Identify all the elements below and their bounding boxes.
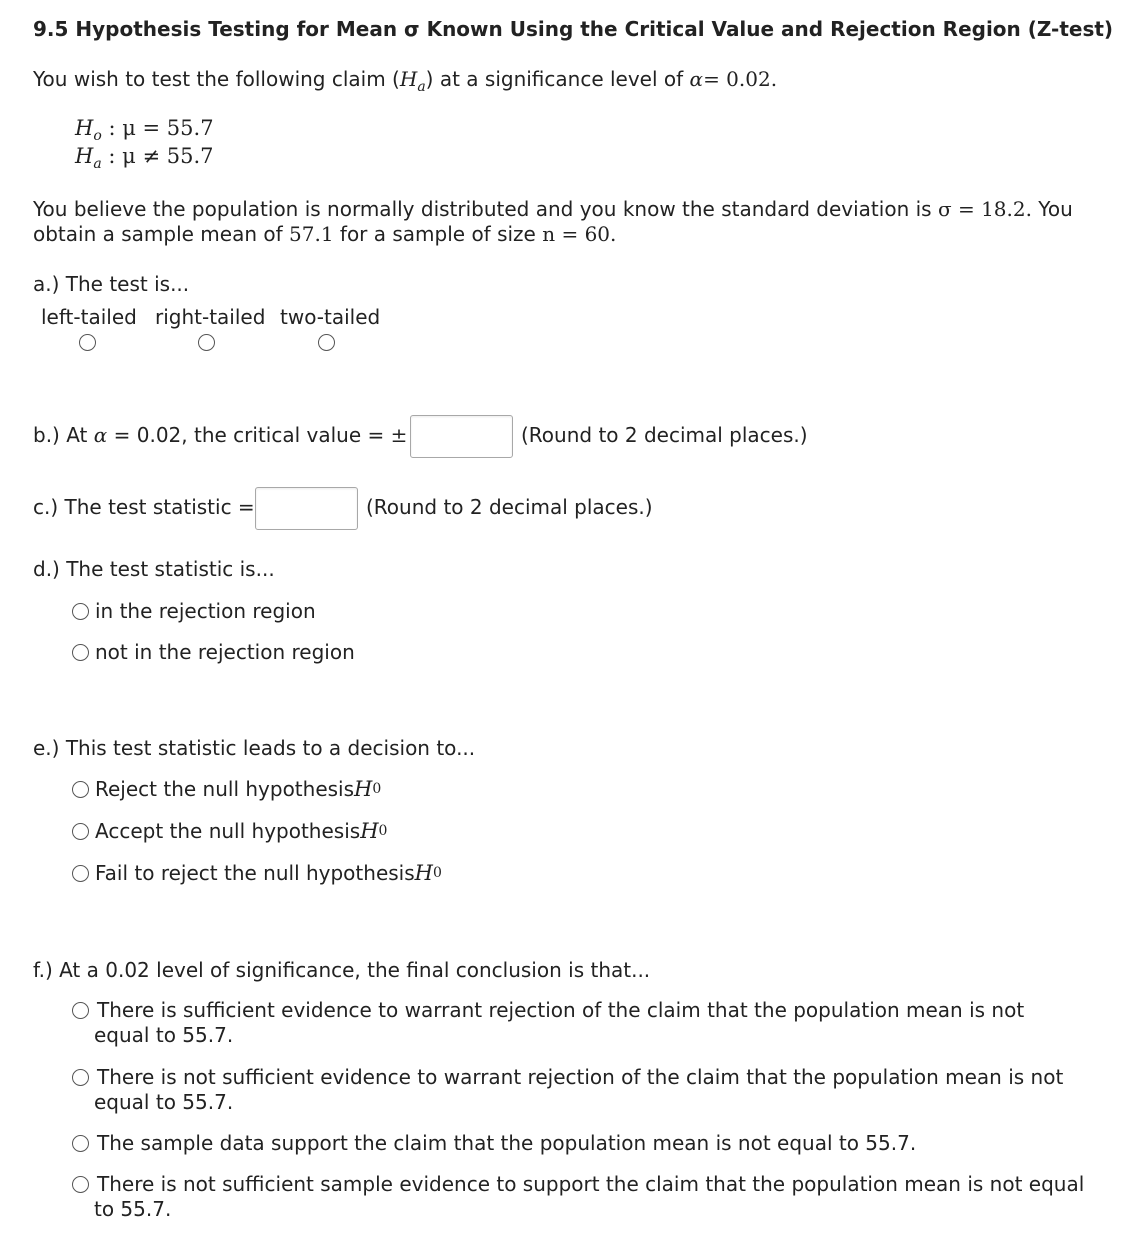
radio-conclusion-1[interactable] (72, 1002, 89, 1019)
part-b-label: b.) At α = 0.02, the critical value = ± (33, 423, 408, 447)
part-f-label: f.) At a 0.02 level of significance, the final conclusion is that... (33, 958, 651, 982)
part-e-label: e.) This test statistic leads to a decision to... (33, 736, 476, 760)
radio-reject-null[interactable] (72, 781, 89, 798)
conclusion-option-4[interactable]: There is not sufficient sample evidence to support the claim that the population mean is not equal to 55.7. (94, 1172, 1085, 1221)
radio-left-tailed[interactable] (79, 334, 96, 351)
option-in-rejection-region[interactable]: in the rejection region (72, 599, 316, 623)
radio-fail-to-reject-null[interactable] (72, 865, 89, 882)
radio-two-tailed[interactable] (318, 334, 335, 351)
context-line-2: obtain a sample mean of 57.1 for a sample of size n = 60. (33, 222, 617, 246)
alt-hypothesis: $H_a$ : μ ≠ 55.7 (75, 144, 214, 173)
option-label-left-tailed: left-tailed (41, 305, 137, 329)
conclusion-option-3[interactable]: The sample data support the claim that the population mean is not equal to 55.7. (97, 1131, 917, 1155)
radio-conclusion-2[interactable] (72, 1069, 89, 1086)
conclusion-option-2[interactable]: There is not sufficient evidence to warrant rejection of the claim that the population mean is not equal to 55.7. (94, 1065, 1064, 1114)
option-fail-to-reject-null[interactable]: Fail to reject the null hypothesis H 0 (72, 861, 442, 885)
radio-not-in-rejection-region[interactable] (72, 644, 89, 661)
option-label-two-tailed: two-tailed (280, 305, 381, 329)
part-c-label: c.) The test statistic = (33, 495, 255, 519)
radio-accept-null[interactable] (72, 823, 89, 840)
radio-conclusion-4[interactable] (72, 1176, 89, 1193)
part-d-label: d.) The test statistic is... (33, 557, 275, 581)
option-not-in-rejection-region[interactable]: not in the rejection region (72, 640, 355, 664)
intro-sentence: You wish to test the following claim $(H_a)$ at a significance level of α= 0.02. (33, 67, 778, 95)
part-a-label: a.) The test is... (33, 272, 190, 296)
radio-right-tailed[interactable] (198, 334, 215, 351)
critical-value-hint: (Round to 2 decimal places.) (521, 423, 808, 447)
option-reject-null[interactable]: Reject the null hypothesis H 0 (72, 777, 381, 801)
option-accept-null[interactable]: Accept the null hypothesis H 0 (72, 819, 387, 843)
context-line-1: You believe the population is normally distributed and you know the standard deviation is σ = 18.2. You (33, 197, 1073, 221)
null-hypothesis: $H_o$ : μ = 55.7 (75, 116, 214, 145)
radio-in-rejection-region[interactable] (72, 603, 89, 620)
option-label-right-tailed: right-tailed (155, 305, 266, 329)
page-title: 9.5 Hypothesis Testing for Mean σ Known Using the Critical Value and Rejection Region (Z-test) (33, 17, 1114, 41)
conclusion-option-1[interactable]: There is sufficient evidence to warrant rejection of the claim that the population mean is not equal to 55.7. (94, 998, 1025, 1047)
test-statistic-hint: (Round to 2 decimal places.) (366, 495, 653, 519)
test-statistic-input[interactable] (255, 487, 358, 530)
critical-value-input[interactable] (410, 415, 513, 458)
radio-conclusion-3[interactable] (72, 1135, 89, 1152)
